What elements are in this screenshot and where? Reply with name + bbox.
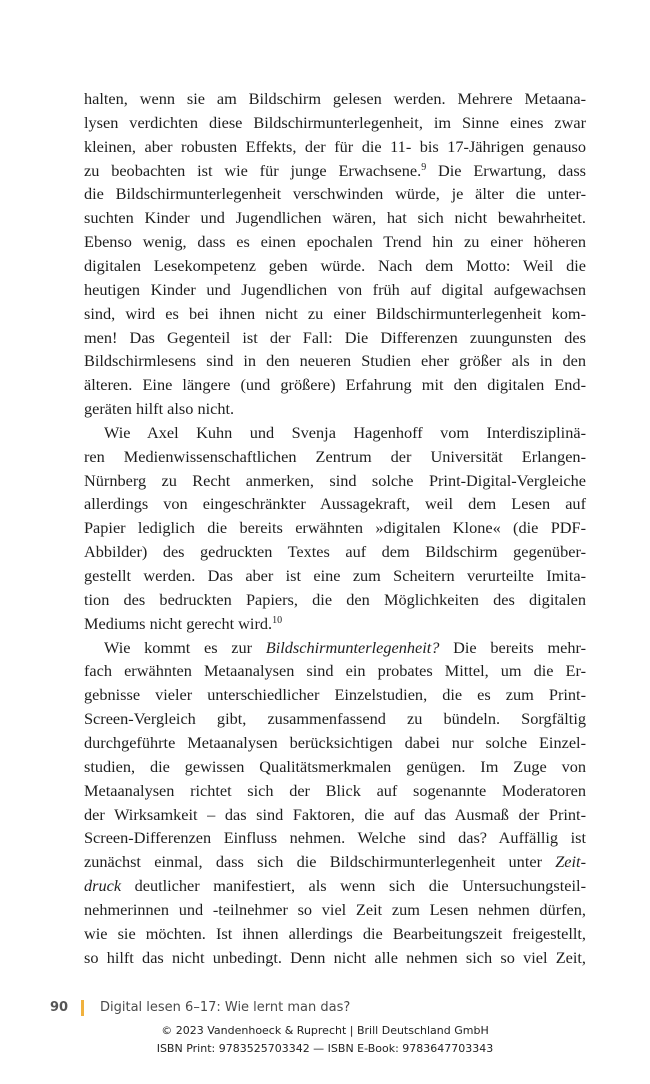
text-line (84, 898, 586, 922)
text-line (84, 803, 586, 827)
line-text: gestellt werden. Das aber ist eine zum Scheitern verurteilte Imita- (84, 566, 586, 585)
page-number: 90 (50, 1000, 69, 1015)
line-text-continued: deutlicher manifestiert, als wenn sich die Untersuchungsteil- (121, 876, 586, 896)
line-text: Screen-Differenzen Einfluss nehmen. Welche sind das? Auffällig ist (84, 828, 586, 848)
text-line (84, 326, 586, 350)
line-text: so hilft das nicht unbedingt. Denn nicht alle nehmen sich so viel Zeit, (84, 947, 586, 967)
line-text: Abbilder) des gedruckten Textes auf dem Bildschirm gegenüber- (84, 542, 586, 562)
line-text: gebnisse vieler unterschiedlicher Einzelstudien, die es zum Print- (84, 685, 586, 705)
text-line (84, 874, 586, 898)
text-line (84, 445, 586, 469)
text-line (84, 850, 586, 874)
text-line (84, 516, 586, 540)
line-text: wie sie möchten. Ist ihnen allerdings die Bearbeitungszeit freigestellt, (84, 923, 586, 943)
line-text: sind, wird es bei ihnen nicht zu einer Bildschirmunterlegenheit kom- (84, 303, 586, 323)
text-line (84, 182, 586, 206)
line-text: Nürnberg zu Recht anmerken, sind solche Print-Digital-Vergleiche (84, 470, 586, 490)
line-text: Ebenso wenig, dass es einen epochalen Trend hin zu einer höheren (84, 232, 586, 252)
line-text: Screen-Vergleich gibt, zusammenfassend zu bündeln. Sorgfältig (84, 709, 586, 729)
line-text: heutigen Kinder und Jugendlichen von früh auf digital aufgewachsen (84, 279, 586, 299)
italic-text: Zeit- (555, 852, 586, 872)
text-line (84, 159, 586, 183)
text-line (84, 779, 586, 803)
text-line (84, 302, 586, 326)
page-footer (0, 996, 650, 1020)
line-text: Bildschirmlesens sind in den neueren Studien eher größer als in den (84, 351, 586, 371)
isbn-line: ISBN Print: 9783525703342 — ISBN E-Book: 9783647703343 (156, 1042, 494, 1055)
text-line (84, 230, 586, 254)
italic-text: Bildschirmunterlegenheit? (265, 637, 440, 657)
line-text: nehmerinnen und -teilnehmer so viel Zeit zum Lesen nehmen dürfen, (84, 899, 586, 919)
line-text: Wie kommt es zur (104, 637, 266, 657)
line-text: suchten Kinder und Jugendlichen wären, hat sich nicht bewahrheitet. (84, 208, 586, 228)
text-line (84, 206, 586, 230)
line-text-continued: Die Erwartung, dass (426, 160, 587, 180)
line-text: ren Medienwissenschaftlichen Zentrum der Universität Erlangen- (84, 446, 586, 466)
line-text: Metaanalysen richtet sich der Blick auf sogenannte Moderatoren (84, 780, 586, 800)
footer-accent-bar (81, 1000, 84, 1016)
text-line (84, 612, 586, 636)
text-line (84, 659, 586, 683)
line-text: die Bildschirmunterlegenheit verschwinden würde, je älter die unter- (84, 184, 586, 204)
footnote-marker: 9 (421, 161, 427, 173)
text-line (84, 349, 586, 373)
running-title: Digital lesen 6–17: Wie lernt man das? (100, 1000, 351, 1015)
line-text: digitalen Lesekompetenz geben würde. Nach dem Motto: Weil die (84, 255, 586, 275)
line-text: älteren. Eine längere (und größere) Erfahrung mit den digitalen End- (84, 375, 586, 395)
text-line (84, 87, 586, 111)
text-line (84, 540, 586, 564)
line-text: geräten hilft also nicht. (84, 399, 235, 419)
text-line (84, 492, 586, 516)
line-text: studien, die gewissen Qualitätsmerkmalen genügen. Im Zuge von (84, 756, 586, 776)
text-line (84, 683, 586, 707)
text-line (84, 588, 586, 612)
line-text-continued: Die bereits mehr- (439, 637, 586, 657)
text-line (84, 564, 586, 588)
text-line (84, 278, 586, 302)
line-text: lysen verdichten diese Bildschirmunterlegenheit, im Sinne eines zwar (84, 112, 586, 132)
text-line (84, 826, 586, 850)
line-text: allerdings von eingeschränkter Aussagekraft, weil dem Lesen auf (84, 494, 586, 514)
line-text: zunächst einmal, dass sich die Bildschirmunterlegenheit unter (84, 852, 556, 872)
text-line (104, 636, 586, 660)
italic-text: druck (84, 876, 122, 896)
line-text: Wie Axel Kuhn und Svenja Hagenhoff vom Interdisziplinä- (104, 422, 586, 442)
text-line (84, 111, 586, 135)
text-line (84, 135, 586, 159)
line-text: men! Das Gegenteil ist der Fall: Die Differenzen zuungunsten des (84, 327, 586, 347)
line-text: halten, wenn sie am Bildschirm gelesen werden. Mehrere Metaana- (84, 89, 586, 108)
line-text: der Wirksamkeit – das sind Faktoren, die auf das Ausmaß der Print- (84, 804, 586, 824)
text-line (84, 373, 586, 397)
line-text: tion des bedruckten Papiers, die den Möglichkeiten des digitalen (84, 589, 586, 609)
line-text: fach erwähnten Metaanalysen sind ein probates Mittel, um die Er- (84, 661, 586, 681)
text-line (104, 421, 586, 445)
line-text: kleinen, aber robusten Effekts, der für die 11- bis 17-Jährigen genauso (84, 136, 586, 156)
text-line (84, 755, 586, 779)
copyright-notice: © 2023 Vandenhoeck & Ruprecht | Brill Deutschland GmbH (161, 1024, 489, 1037)
footnote-marker: 10 (272, 614, 283, 626)
text-line (84, 254, 586, 278)
text-line (84, 707, 586, 731)
text-line (84, 731, 586, 755)
text-line (84, 922, 586, 946)
line-text: durchgeführte Metaanalysen berücksichtigen dabei nur solche Einzel- (84, 732, 586, 752)
text-line (84, 946, 586, 970)
text-line (84, 469, 586, 493)
line-text: Mediums nicht gerecht wird. (84, 613, 273, 633)
line-text: zu beobachten ist wie für junge Erwachsene. (84, 160, 422, 180)
text-line (84, 397, 586, 421)
line-text: Papier lediglich die bereits erwähnten »digitalen Klone« (die PDF- (84, 518, 586, 538)
